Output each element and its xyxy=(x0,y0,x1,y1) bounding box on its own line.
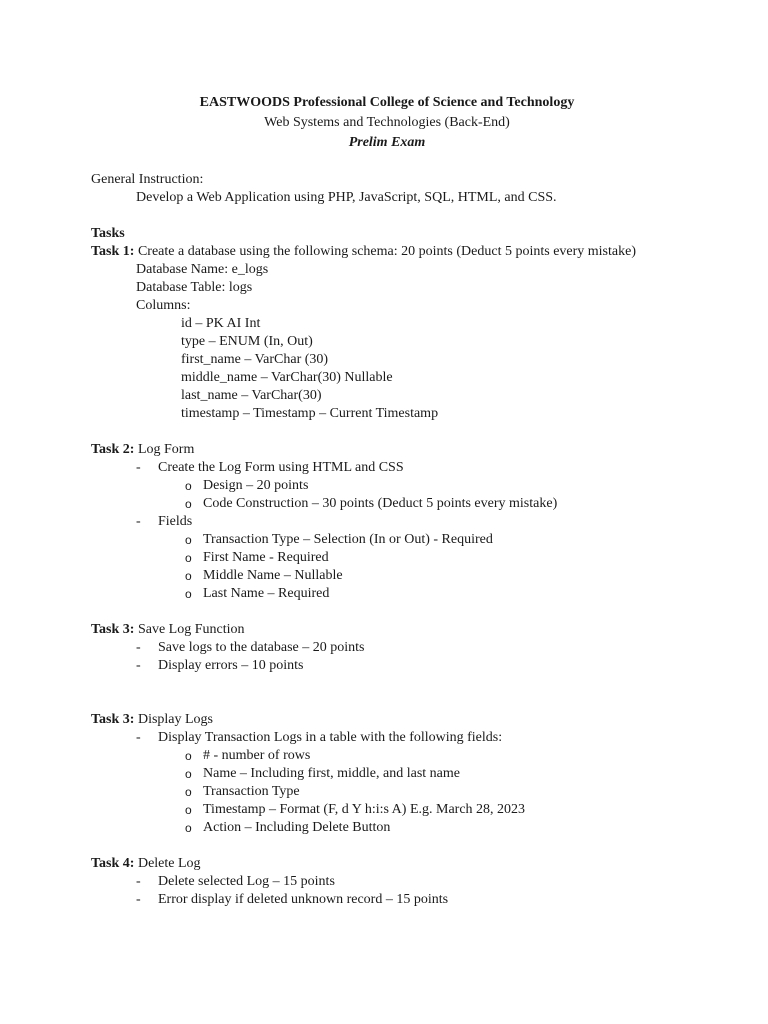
general-instruction-text: Develop a Web Application using PHP, JavaScript, SQL, HTML, and CSS. xyxy=(136,190,557,205)
list-item: - Error display if deleted unknown record – 15 points xyxy=(136,892,449,907)
document-page xyxy=(91,93,691,909)
list-item: - Display errors – 10 points xyxy=(136,658,304,673)
task3-label: Task 3: xyxy=(91,712,135,727)
task4-label: Task 4: xyxy=(91,856,135,871)
task1-db-name: Database Name: e_logs xyxy=(136,262,269,277)
list-item: - Fields xyxy=(136,514,193,529)
sub-list-item: o Design – 20 points xyxy=(185,478,309,493)
column-item: timestamp – Timestamp – Current Timestamp xyxy=(181,406,439,421)
column-item: last_name – VarChar(30) xyxy=(181,388,322,403)
task3-save-heading: Task 3: Save Log Function xyxy=(91,622,245,637)
sub-list-item: o First Name - Required xyxy=(185,550,329,565)
task2-heading: Task 2: Log Form xyxy=(91,442,195,457)
list-item: - Display Transaction Logs in a table with the following fields: xyxy=(136,730,503,745)
sub-list-item: o Transaction Type xyxy=(185,784,300,799)
task3-display-heading: Task 3: Display Logs xyxy=(91,712,214,727)
sub-list-item: o Action – Including Delete Button xyxy=(185,820,391,835)
list-item: - Save logs to the database – 20 points xyxy=(136,640,365,655)
column-item: type – ENUM (In, Out) xyxy=(181,334,313,349)
column-item: id – PK AI Int xyxy=(181,316,261,331)
sub-list-item: o Middle Name – Nullable xyxy=(185,568,343,583)
list-item: - Create the Log Form using HTML and CSS xyxy=(136,460,404,475)
task1-columns-label: Columns: xyxy=(136,298,191,313)
school-name: EASTWOODS Professional College of Science and Technology xyxy=(199,95,575,110)
task1-desc: Create a database using the following schema: 20 points (Deduct 5 points every mistake) xyxy=(134,244,636,259)
course-name: Web Systems and Technologies (Back-End) xyxy=(264,115,510,130)
task1-heading xyxy=(91,243,651,261)
list-item: - Delete selected Log – 15 points xyxy=(136,874,335,889)
general-instruction-label: General Instruction: xyxy=(91,172,204,187)
sub-list-item: o # - number of rows xyxy=(185,748,311,763)
exam-title: Prelim Exam xyxy=(348,135,426,150)
column-item: middle_name – VarChar(30) Nullable xyxy=(181,370,393,385)
tasks-heading: Tasks xyxy=(91,226,125,241)
task3-label: Task 3: xyxy=(91,622,135,637)
sub-list-item: o Code Construction – 30 points (Deduct 5 points every mistake) xyxy=(185,496,558,511)
task1-label: Task 1: xyxy=(91,244,135,259)
sub-list-item: o Transaction Type – Selection (In or Out) - Required xyxy=(185,532,493,547)
sub-list-item: o Name – Including first, middle, and last name xyxy=(185,766,460,781)
task4-heading: Task 4: Delete Log xyxy=(91,856,201,871)
task1-db-table: Database Table: logs xyxy=(136,280,253,295)
sub-list-item: o Last Name – Required xyxy=(185,586,330,601)
task2-label: Task 2: xyxy=(91,442,135,457)
sub-list-item: o Timestamp – Format (F, d Y h:i:s A) E.g. March 28, 2023 xyxy=(185,802,526,817)
column-item: first_name – VarChar (30) xyxy=(181,352,329,367)
